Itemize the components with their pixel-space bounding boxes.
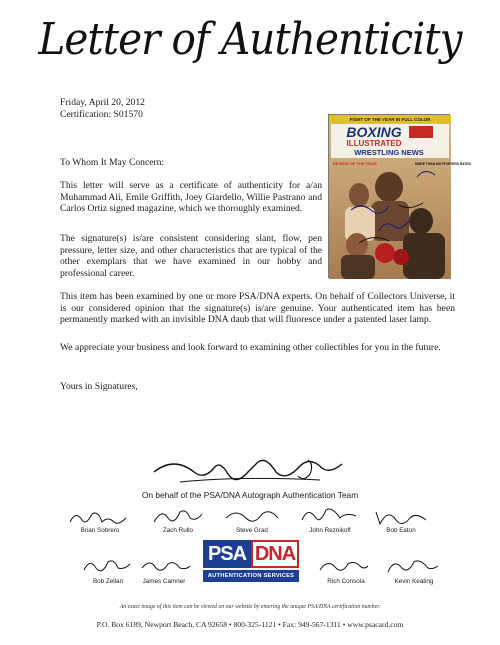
signature-rich-consola: [316, 556, 372, 578]
authenticator-name: James Camner: [142, 578, 186, 585]
psa-dna-logo: [203, 540, 299, 582]
signature-zach-rullo: [150, 506, 206, 528]
signature-bob-zellan: [80, 556, 136, 578]
magazine-banner: FIGHT OF THE YEAR IN FULL COLOR: [349, 117, 431, 122]
footer-contact: P.O. Box 6189, Newport Beach, CA 92658 • 800-325-1121 • Fax: 949-567-1311 • www.psacard.com: [96, 620, 404, 629]
magazine-review-label: REVIEW OF THE YEAR: [333, 161, 377, 166]
authenticator-name: Brian Sobrero: [80, 527, 120, 534]
magazine-photo: [328, 114, 471, 278]
letter-date: Friday, April 20, 2012: [60, 97, 145, 108]
authenticator-name: Bob Eaton: [386, 527, 416, 534]
paragraph-consistency: The signature(s) is/are consistent considering slant, flow, pen pressure, letter size, and other characteristics that are typical of the other exemplars that we have examined in our hobby and professional career.: [60, 233, 322, 279]
paragraph-description: This letter will serve as a certificate of authenticity for a/an Muhammad Ali, Emile Griffith, Joey Giardello, Willie Pastrano and Carlos Ortiz signed magazine, which we thoroughly examined.: [60, 180, 322, 215]
logo-dna: DNA: [251, 540, 299, 568]
magazine-title-illustrated: ILLUSTRATED: [346, 139, 402, 148]
paragraph-examination: This item has been examined by one or more PSA/DNA experts. On behalf of Collectors Universe, it is our considered opinion that the signature(s) is/are genuine. Your authenticated item has been permanently marked with an invisible DNA daub that will fluoresce under a patented laser lamp.: [60, 291, 455, 326]
logo-subtitle: AUTHENTICATION SERVICES: [203, 570, 299, 582]
main-signature: [150, 452, 350, 492]
logo-psa: PSA: [203, 540, 251, 568]
paragraph-appreciation: We appreciate your business and look forward to examining other collectibles for you in the future.: [60, 342, 441, 353]
verification-note: An exact image of this item can be viewed on our website by entering the unique PSA/DNA certification number.: [119, 604, 381, 610]
authenticator-name: Rich Consola: [327, 578, 365, 585]
authenticator-name: John Reznikoff: [309, 527, 351, 534]
team-line: On behalf of the PSA/DNA Autograph Authentication Team: [141, 490, 359, 500]
magazine-rated-label: MORE THAN 600 FIGHTERS RATED: [415, 162, 471, 166]
authenticator-name: Kevin Keating: [394, 578, 434, 585]
signature-bob-eaton: [372, 506, 430, 528]
signature-steve-grad: [222, 506, 282, 528]
page-title: Letter of Authenticity: [38, 14, 462, 65]
magazine-title-wrestling: WRESTLING NEWS: [354, 148, 424, 157]
magazine-title-boxing: BOXING: [346, 124, 402, 140]
signature-john-reznikoff: [298, 504, 360, 526]
salutation: To Whom It May Concern:: [60, 157, 165, 168]
certification-number: Certification: S01570: [60, 108, 143, 120]
magazine-cover-image: [329, 115, 471, 279]
authenticator-name: Steve Grad: [236, 527, 268, 534]
authenticator-name: Bob Zellan: [92, 578, 124, 585]
letter-meta: [60, 97, 145, 120]
closing: Yours in Signatures,: [60, 381, 138, 392]
signature-james-camner: [138, 556, 194, 578]
authenticator-name: Zach Rullo: [162, 527, 194, 534]
signature-kevin-keating: [384, 556, 442, 578]
